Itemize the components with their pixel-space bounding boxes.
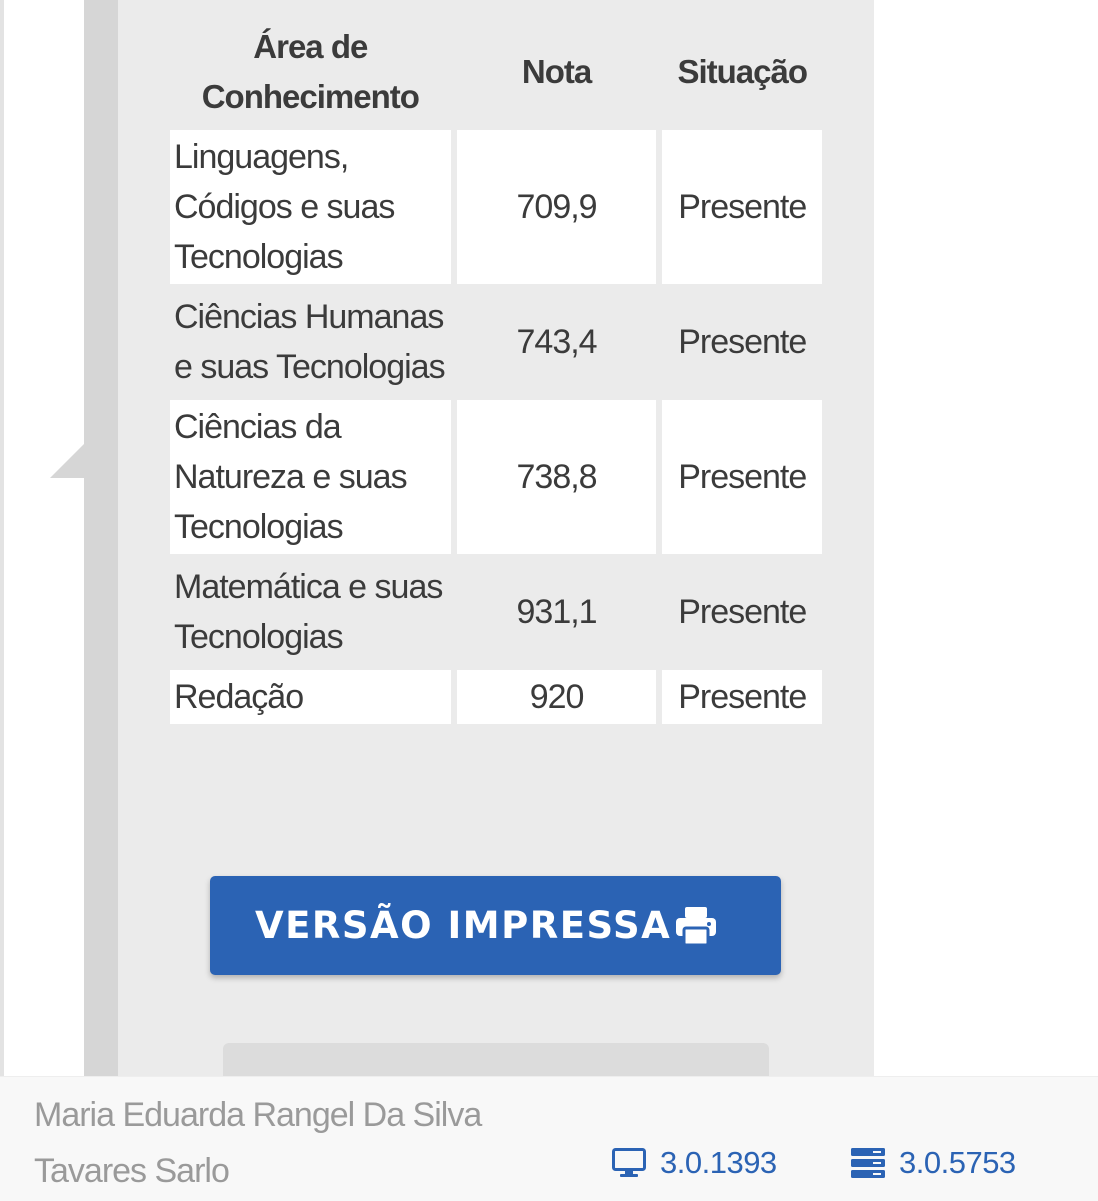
table-header-row xyxy=(170,20,822,124)
table-row xyxy=(170,560,822,664)
area-cell: Ciências da Natureza e suas Tecnologias xyxy=(170,400,451,554)
footer-bar xyxy=(0,1076,1098,1201)
nota-cell: 738,8 xyxy=(457,400,657,554)
frontend-version xyxy=(612,1145,777,1181)
area-cell: Linguagens, Códigos e suas Tecnologias xyxy=(170,130,451,284)
area-cell: Matemática e suas Tecnologias xyxy=(174,568,443,656)
desktop-icon xyxy=(612,1148,646,1178)
table-row xyxy=(170,400,822,554)
nota-cell: 743,4 xyxy=(516,323,597,361)
grades-table xyxy=(164,14,828,730)
print-version-button[interactable] xyxy=(210,876,781,975)
print-button-label: VERSÃO IMPRESSA xyxy=(255,904,672,947)
table-row xyxy=(170,290,822,394)
table-row xyxy=(170,130,822,284)
header-nota: Nota xyxy=(521,53,592,90)
area-cell: Ciências Humanas e suas Tecnologias xyxy=(174,298,445,386)
server-icon xyxy=(851,1148,885,1178)
nota-cell: 920 xyxy=(457,670,657,724)
backend-version xyxy=(851,1145,1016,1181)
timeline-notch xyxy=(50,442,86,478)
header-area: Área de Conhecimento xyxy=(201,28,419,115)
left-rail xyxy=(0,0,4,1200)
nota-cell: 931,1 xyxy=(516,593,597,631)
situacao-cell: Presente xyxy=(662,670,822,724)
frontend-version-value: 3.0.1393 xyxy=(660,1145,777,1180)
situacao-cell: Presente xyxy=(662,130,822,284)
user-name: Maria Eduarda Rangel Da Silva Tavares Sarlo xyxy=(34,1096,482,1190)
timeline-bar xyxy=(84,0,118,1076)
situacao-cell: Presente xyxy=(678,593,807,631)
nota-cell: 709,9 xyxy=(457,130,657,284)
backend-version-value: 3.0.5753 xyxy=(899,1145,1016,1180)
printer-icon xyxy=(676,907,716,945)
table-row xyxy=(170,670,822,724)
results-panel xyxy=(118,0,874,1076)
situacao-cell: Presente xyxy=(662,400,822,554)
header-situacao: Situação xyxy=(677,53,808,90)
situacao-cell: Presente xyxy=(678,323,807,361)
area-cell: Redação xyxy=(170,670,451,724)
